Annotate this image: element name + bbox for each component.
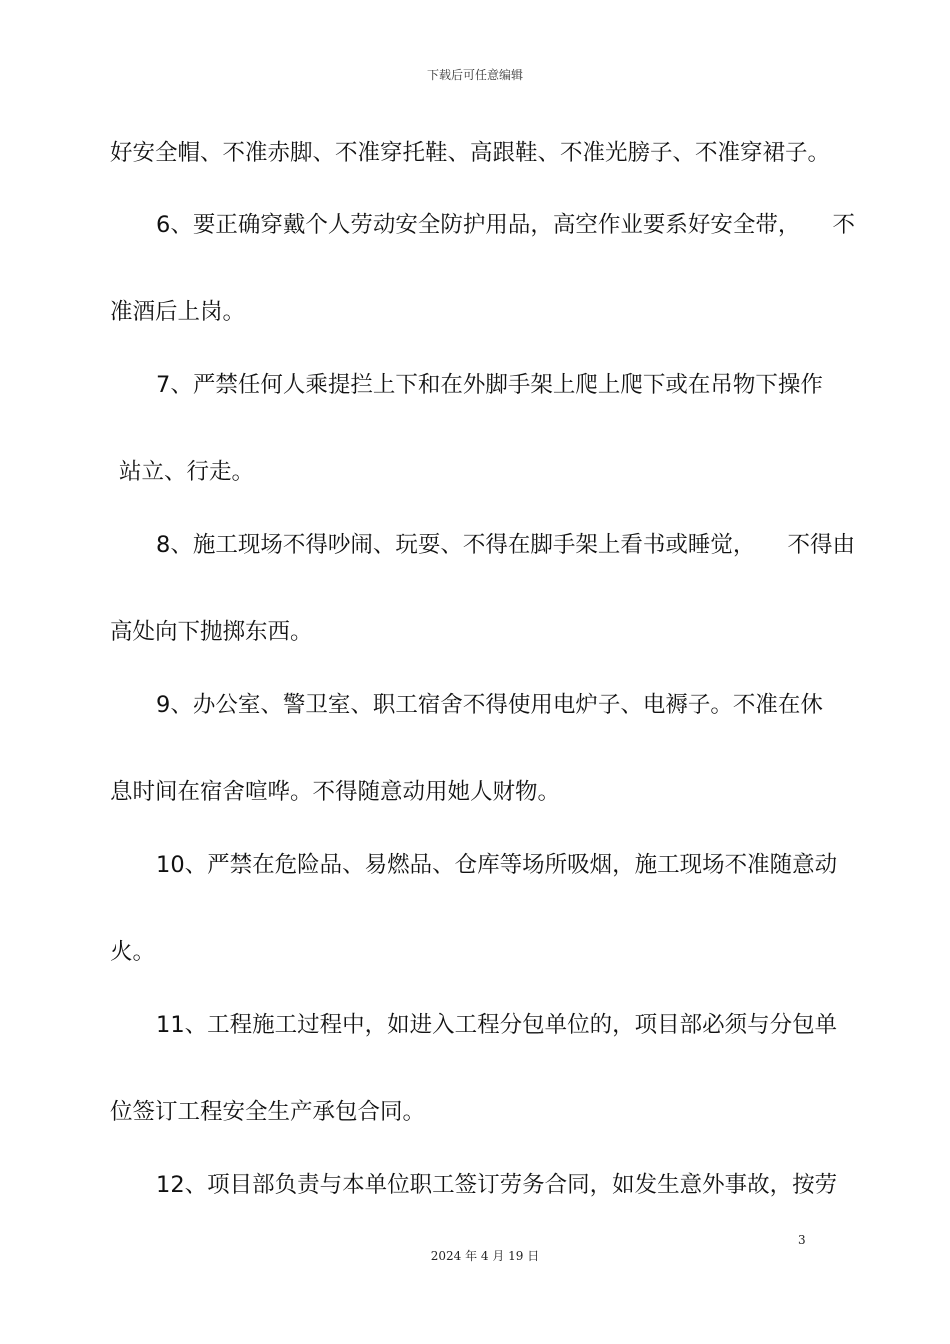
text-line-6 [156,530,855,560]
text-line-14: 12、项目部负责与本单位职工签订劳务合同，如发生意外事故，按劳 [156,1172,838,1198]
text-line-11: 火。 [110,939,156,965]
text-line-4: 7、严禁任何人乘提拦上下和在外脚手架上爬上爬下或在吊物下操作 [156,372,823,398]
text-line-5: 站立、行走。 [119,459,255,485]
text-line-9: 息时间在宿舍喧哗。不得随意动用她人财物。 [110,779,561,805]
text-line-2-main: 6、要正确穿戴个人劳动安全防护用品，高空作业要系好安全带， [156,212,801,238]
page-header: 下载后可任意编辑 [426,68,523,82]
text-line-10: 10、严禁在危险品、易燃品、仓库等场所吸烟，施工现场不准随意动 [156,852,838,878]
text-line-8: 9、办公室、警卫室、职工宿舍不得使用电炉子、电褥子。不准在休 [156,692,823,718]
page-number: 3 [798,1233,806,1247]
text-line-3: 准酒后上岗。 [110,299,246,325]
text-line-1: 好安全帽、不准赤脚、不准穿托鞋、高跟鞋、不准光膀子、不准穿裙子。 [110,140,831,166]
text-line-12: 11、工程施工过程中，如进入工程分包单位的，项目部必须与分包单 [156,1012,838,1038]
text-line-13: 位签订工程安全生产承包合同。 [110,1099,426,1125]
text-line-2-tail: 不 [832,212,855,238]
text-line-6-main: 8、施工现场不得吵闹、玩耍、不得在脚手架上看书或睡觉， [156,532,756,558]
text-line-2 [156,210,855,240]
footer-date: 2024 年 4 月 19 日 [430,1249,540,1263]
text-line-6-tail: 不得由 [787,532,855,558]
text-line-7: 高处向下抛掷东西。 [110,619,313,645]
